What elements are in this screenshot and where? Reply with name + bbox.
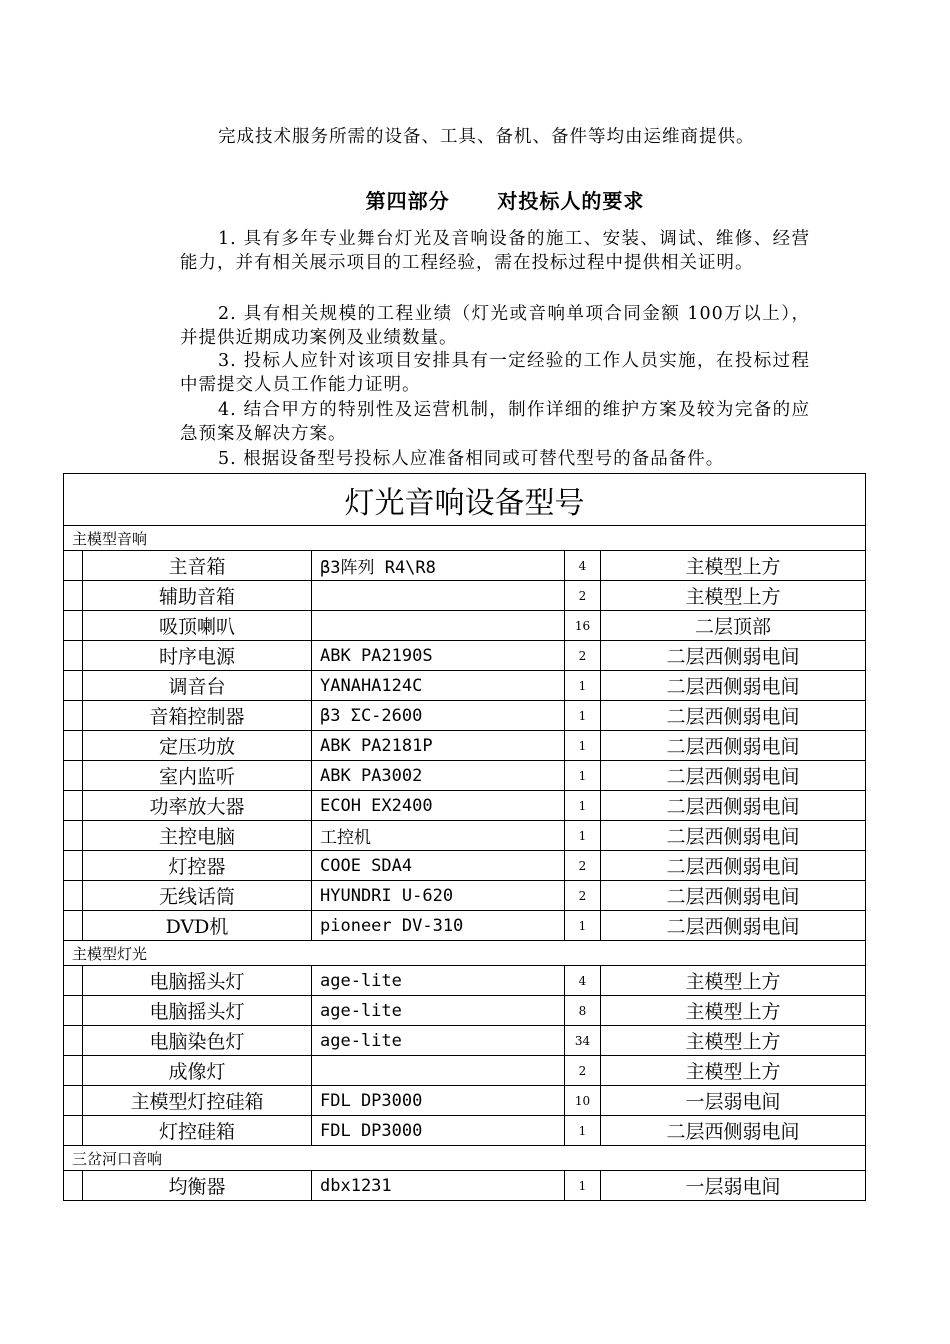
equipment-model: pioneer DV-310 — [312, 911, 565, 941]
group-header-row — [64, 1146, 866, 1171]
row-indent-cell — [64, 966, 83, 996]
equipment-quantity: 2 — [565, 1056, 601, 1086]
equipment-quantity: 1 — [565, 1171, 601, 1201]
equipment-location: 二层西侧弱电间 — [601, 731, 866, 761]
row-indent-cell — [64, 1116, 83, 1146]
row-indent-cell — [64, 996, 83, 1026]
group-name: 主模型灯光 — [64, 941, 866, 966]
equipment-quantity: 2 — [565, 581, 601, 611]
equipment-model: age-lite — [312, 1026, 565, 1056]
row-indent-cell — [64, 611, 83, 641]
equipment-quantity: 1 — [565, 731, 601, 761]
table-row — [64, 881, 866, 911]
row-indent-cell — [64, 671, 83, 701]
table-row — [64, 731, 866, 761]
equipment-location: 主模型上方 — [601, 1026, 866, 1056]
equipment-name: 无线话筒 — [83, 881, 312, 911]
equipment-quantity: 16 — [565, 611, 601, 641]
row-indent-cell — [64, 1086, 83, 1116]
equipment-location: 二层西侧弱电间 — [601, 701, 866, 731]
row-indent-cell — [64, 731, 83, 761]
equipment-location: 一层弱电间 — [601, 1086, 866, 1116]
equipment-model: HYUNDRI U-620 — [312, 881, 565, 911]
row-indent-cell — [64, 1056, 83, 1086]
equipment-location: 主模型上方 — [601, 996, 866, 1026]
table-row — [64, 966, 866, 996]
row-indent-cell — [64, 701, 83, 731]
equipment-table — [63, 473, 866, 1201]
equipment-name: 主控电脑 — [83, 821, 312, 851]
table-row — [64, 1086, 866, 1116]
equipment-name: 灯控硅箱 — [83, 1116, 312, 1146]
equipment-model: ECOH EX2400 — [312, 791, 565, 821]
equipment-quantity: 1 — [565, 791, 601, 821]
equipment-location: 二层西侧弱电间 — [601, 791, 866, 821]
equipment-name: 定压功放 — [83, 731, 312, 761]
group-name: 主模型音响 — [64, 526, 866, 551]
table-row — [64, 641, 866, 671]
equipment-name: 功率放大器 — [83, 791, 312, 821]
equipment-location: 二层西侧弱电间 — [601, 881, 866, 911]
equipment-quantity: 1 — [565, 761, 601, 791]
row-indent-cell — [64, 881, 83, 911]
intro-paragraph: 完成技术服务所需的设备、工具、备机、备件等均由运维商提供。 — [218, 127, 755, 147]
equipment-name: 灯控器 — [83, 851, 312, 881]
requirement-item: 2. 具有相关规模的工程业绩（灯光或音响单项合同金额 100万以上），并提供近期成功案例及业绩数量。 — [180, 304, 810, 348]
row-indent-cell — [64, 641, 83, 671]
equipment-name: 音箱控制器 — [83, 701, 312, 731]
group-header-row — [64, 526, 866, 551]
equipment-location: 主模型上方 — [601, 581, 866, 611]
equipment-name: 电脑染色灯 — [83, 1026, 312, 1056]
equipment-name: 均衡器 — [83, 1171, 312, 1201]
requirement-item: 5. 根据设备型号投标人应准备相同或可替代型号的备品备件。 — [218, 449, 725, 469]
table-row — [64, 851, 866, 881]
equipment-model: age-lite — [312, 966, 565, 996]
equipment-location: 二层西侧弱电间 — [601, 911, 866, 941]
equipment-quantity: 2 — [565, 851, 601, 881]
table-row — [64, 1056, 866, 1086]
equipment-location: 主模型上方 — [601, 551, 866, 581]
equipment-location: 二层西侧弱电间 — [601, 641, 866, 671]
section-heading: 第四部分 对投标人的要求 — [365, 189, 645, 213]
equipment-model — [312, 611, 565, 641]
equipment-quantity: 4 — [565, 551, 601, 581]
equipment-quantity: 1 — [565, 1116, 601, 1146]
equipment-model: β3阵列 R4\R8 — [312, 551, 565, 581]
equipment-name: 吸顶喇叭 — [83, 611, 312, 641]
table-row — [64, 761, 866, 791]
equipment-model: β3 ΣC-2600 — [312, 701, 565, 731]
row-indent-cell — [64, 911, 83, 941]
equipment-model: 工控机 — [312, 821, 565, 851]
equipment-model: FDL DP3000 — [312, 1086, 565, 1116]
row-indent-cell — [64, 581, 83, 611]
equipment-model: YANAHA124C — [312, 671, 565, 701]
table-row — [64, 911, 866, 941]
row-indent-cell — [64, 851, 83, 881]
requirement-item: 4. 结合甲方的特别性及运营机制，制作详细的维护方案及较为完备的应急预案及解决方案。 — [180, 400, 810, 444]
equipment-quantity: 1 — [565, 821, 601, 851]
equipment-model — [312, 581, 565, 611]
table-row — [64, 551, 866, 581]
equipment-quantity: 8 — [565, 996, 601, 1026]
equipment-quantity: 2 — [565, 641, 601, 671]
table-row — [64, 996, 866, 1026]
equipment-model — [312, 1056, 565, 1086]
equipment-location: 二层西侧弱电间 — [601, 761, 866, 791]
row-indent-cell — [64, 1171, 83, 1201]
equipment-name: 主音箱 — [83, 551, 312, 581]
table-title: 灯光音响设备型号 — [64, 474, 866, 526]
requirement-item: 1. 具有多年专业舞台灯光及音响设备的施工、安装、调试、维修、经营能力，并有相关展示项目的工程经验，需在投标过程中提供相关证明。 — [180, 229, 810, 273]
row-indent-cell — [64, 761, 83, 791]
equipment-model: ABK PA3002 — [312, 761, 565, 791]
table-row — [64, 611, 866, 641]
group-header-row — [64, 941, 866, 966]
equipment-quantity: 1 — [565, 701, 601, 731]
row-indent-cell — [64, 551, 83, 581]
table-title-row — [64, 474, 866, 526]
equipment-name: 调音台 — [83, 671, 312, 701]
equipment-name: 电脑摇头灯 — [83, 996, 312, 1026]
equipment-quantity: 1 — [565, 911, 601, 941]
equipment-location: 一层弱电间 — [601, 1171, 866, 1201]
equipment-model: FDL DP3000 — [312, 1116, 565, 1146]
equipment-location: 二层西侧弱电间 — [601, 671, 866, 701]
equipment-name: 主模型灯控硅箱 — [83, 1086, 312, 1116]
equipment-quantity: 34 — [565, 1026, 601, 1056]
table-row — [64, 1171, 866, 1201]
equipment-location: 主模型上方 — [601, 1056, 866, 1086]
equipment-model: ABK PA2190S — [312, 641, 565, 671]
row-indent-cell — [64, 1026, 83, 1056]
equipment-name: 辅助音箱 — [83, 581, 312, 611]
equipment-quantity: 4 — [565, 966, 601, 996]
row-indent-cell — [64, 821, 83, 851]
table-row — [64, 671, 866, 701]
equipment-location: 二层西侧弱电间 — [601, 851, 866, 881]
equipment-quantity: 1 — [565, 671, 601, 701]
equipment-model: ABK PA2181P — [312, 731, 565, 761]
table-row — [64, 791, 866, 821]
group-name: 三岔河口音响 — [64, 1146, 866, 1171]
equipment-name: 电脑摇头灯 — [83, 966, 312, 996]
equipment-name: DVD机 — [83, 911, 312, 941]
equipment-quantity: 10 — [565, 1086, 601, 1116]
equipment-name: 室内监听 — [83, 761, 312, 791]
table-row — [64, 581, 866, 611]
table-row — [64, 1026, 866, 1056]
equipment-name: 时序电源 — [83, 641, 312, 671]
equipment-location: 二层西侧弱电间 — [601, 1116, 866, 1146]
equipment-location: 主模型上方 — [601, 966, 866, 996]
table-row — [64, 821, 866, 851]
table-row — [64, 701, 866, 731]
equipment-location: 二层西侧弱电间 — [601, 821, 866, 851]
equipment-model: age-lite — [312, 996, 565, 1026]
table-row — [64, 1116, 866, 1146]
equipment-quantity: 2 — [565, 881, 601, 911]
requirement-item: 3. 投标人应针对该项目安排具有一定经验的工作人员实施，在投标过程中需提交人员工作能力证明。 — [180, 351, 810, 395]
equipment-model: COOE SDA4 — [312, 851, 565, 881]
equipment-model: dbx1231 — [312, 1171, 565, 1201]
equipment-name: 成像灯 — [83, 1056, 312, 1086]
equipment-location: 二层顶部 — [601, 611, 866, 641]
row-indent-cell — [64, 791, 83, 821]
